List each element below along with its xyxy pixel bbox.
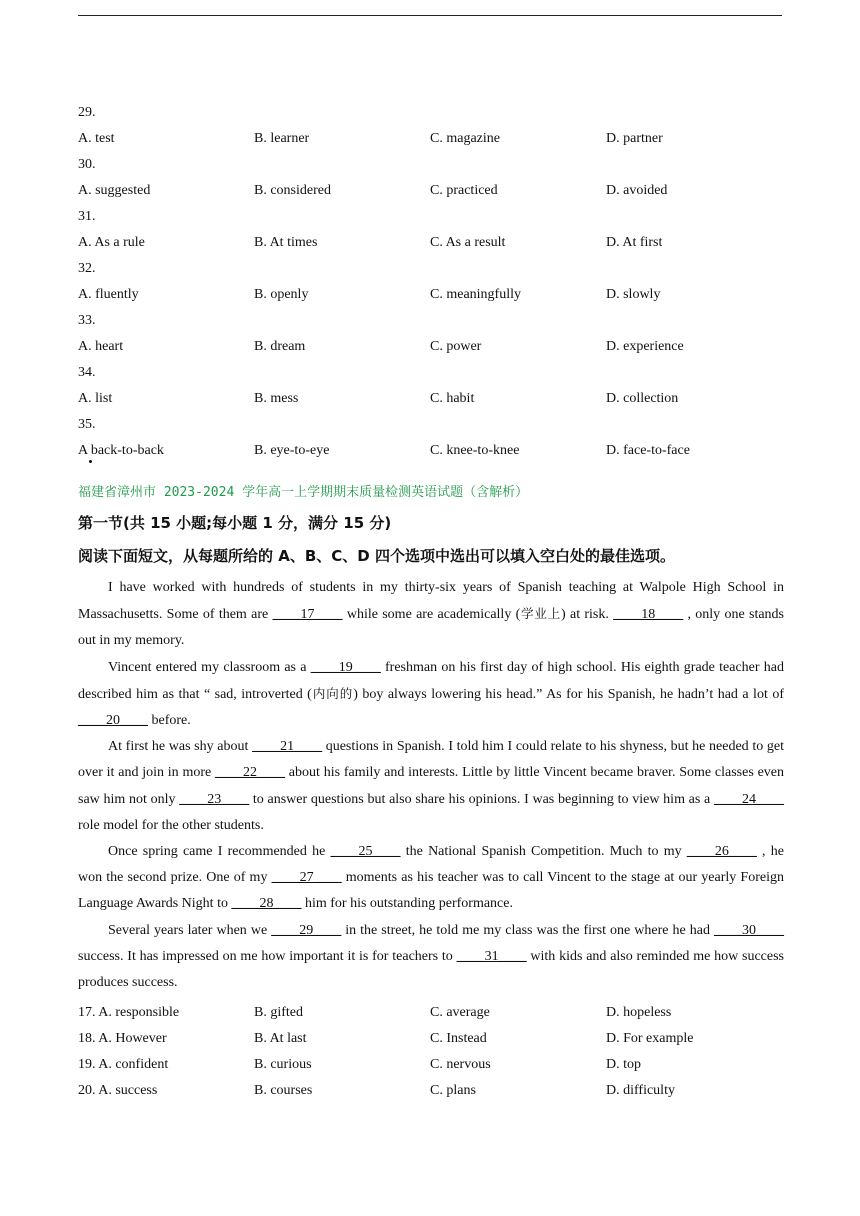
- option-d: D. partner: [606, 131, 663, 146]
- passage-text: with kids and also reminded me how success produces success.: [78, 948, 784, 991]
- option-b: B. eye-to-eye: [254, 443, 330, 458]
- passage-text: , only one stands out in my memory.: [78, 607, 784, 649]
- passage-text: Vincent entered my classroom as a: [108, 659, 311, 675]
- option-a: A. As a rule: [78, 235, 145, 250]
- blank-26: ____26____: [686, 844, 757, 860]
- blank-18: ____18____: [613, 607, 684, 623]
- passage-text: ) at risk.: [561, 607, 614, 623]
- section-heading: 第一节(共 15 小题;每小题 1 分，满分 15 分): [78, 514, 392, 532]
- passage-text: about his family and interests. Little by little Vincent became braver. Some classes even saw him not only: [78, 765, 784, 807]
- passage-text: success. It has impressed on me how important it is for teachers to: [78, 948, 457, 964]
- option-row: [78, 1000, 784, 1026]
- passage-text: I have worked with hundreds of students in my thirty-six years of Spanish teaching at Walpole High School in Massachusetts. Some of them are: [78, 580, 784, 623]
- option-a: 20. A. success: [78, 1083, 158, 1098]
- option-a: A. fluently: [78, 287, 139, 302]
- option-b: B. considered: [254, 183, 331, 198]
- blank-29: ____29____: [271, 922, 342, 938]
- option-c: C. average: [430, 1005, 490, 1020]
- option-b: B. learner: [254, 131, 310, 146]
- paragraph: [78, 575, 784, 655]
- option-a: 18. A. However: [78, 1031, 167, 1046]
- passage-text: Several years later when we: [108, 922, 272, 938]
- blank-20: ____20____: [78, 713, 148, 729]
- passage-text: , he won the second prize. One of my: [78, 844, 784, 886]
- questions-top-block: [78, 100, 784, 464]
- option-a: A. test: [78, 131, 115, 146]
- question-number: 31.: [78, 209, 96, 224]
- option-c: C. plans: [430, 1083, 476, 1098]
- instruction-heading: 阅读下面短文，从每题所给的 A、B、C、D 四个选项中选出可以填入空白处的最佳选项。: [78, 547, 675, 565]
- passage-text: questions in Spanish. I told him I could relate to his shyness, but he needed to get over it and join in more: [78, 739, 784, 781]
- blank-25: ____25____: [330, 844, 401, 860]
- option-d: D. For example: [606, 1031, 694, 1046]
- passage-text: before.: [148, 713, 191, 729]
- option-c: C. knee-to-knee: [430, 443, 520, 458]
- option-c: C. nervous: [430, 1057, 491, 1072]
- question-number: 34.: [78, 365, 96, 380]
- option-row: [78, 1026, 784, 1052]
- option-row: [78, 230, 784, 256]
- blank-24: ____24____: [713, 791, 784, 807]
- option-b: B. At times: [254, 235, 318, 250]
- passage-text: role model for the other students.: [78, 817, 264, 833]
- question-number: 30.: [78, 157, 96, 172]
- gloss: 内向的: [311, 685, 354, 701]
- option-b: B. courses: [254, 1083, 313, 1098]
- paragraph: [78, 918, 784, 997]
- paragraph: [78, 734, 784, 839]
- passage-text: to answer questions but also share his opinions. I was beginning to view him as a: [249, 791, 714, 807]
- option-c: C. meaningfully: [430, 287, 521, 302]
- option-row: [78, 126, 784, 152]
- option-d: D. collection: [606, 391, 679, 406]
- question-number: 32.: [78, 261, 96, 276]
- option-d: D. hopeless: [606, 1005, 672, 1020]
- option-d: D. slowly: [606, 287, 661, 302]
- passage-text: moments as his teacher was to call Vincent to the stage at our yearly Foreign Language Awards Night to: [78, 870, 784, 912]
- passage-text: while some are academically (: [342, 607, 521, 623]
- blank-22: ____22____: [215, 765, 286, 781]
- blank-31: ____31____: [456, 948, 527, 964]
- option-row: [78, 386, 784, 412]
- option-b: B. mess: [254, 391, 299, 406]
- option-a: 19. A. confident: [78, 1057, 169, 1072]
- blank-30: ____30____: [714, 922, 784, 938]
- option-d: D. difficulty: [606, 1083, 675, 1098]
- passage-text: in the street, he told me my class was the first one where he had: [341, 922, 714, 938]
- option-b: B. openly: [254, 287, 309, 302]
- option-a: A. heart: [78, 339, 124, 354]
- option-row: [78, 282, 784, 308]
- blank-21: ____21____: [252, 739, 323, 755]
- option-c: C. power: [430, 339, 482, 354]
- option-row: [78, 178, 784, 204]
- option-row: [78, 1078, 784, 1104]
- option-d: D. avoided: [606, 183, 668, 198]
- passage-text: At first he was shy about: [108, 739, 253, 755]
- passage-text: the National Spanish Competition. Much to my: [400, 844, 687, 860]
- option-b: B. dream: [254, 339, 306, 354]
- option-b: B. curious: [254, 1057, 312, 1072]
- paragraph: [78, 839, 784, 918]
- option-a: A. suggested: [78, 183, 151, 198]
- cloze-passage: [78, 575, 784, 996]
- option-d: D. experience: [606, 339, 684, 354]
- option-a: A back-to-back: [78, 443, 164, 458]
- option-d: D. face-to-face: [606, 443, 690, 458]
- blank-27: ____27____: [271, 870, 342, 886]
- passage-text: Once spring came I recommended he: [108, 844, 331, 860]
- option-d: D. top: [606, 1057, 641, 1072]
- option-c: C. practiced: [430, 183, 498, 198]
- option-c: C. magazine: [430, 131, 500, 146]
- option-a: A. list: [78, 391, 113, 406]
- option-c: C. Instead: [430, 1031, 487, 1046]
- option-a: 17. A. responsible: [78, 1005, 180, 1020]
- option-b: B. gifted: [254, 1005, 303, 1020]
- blank-19: ____19____: [310, 659, 381, 675]
- gloss: 学业上: [520, 606, 562, 622]
- option-c: C. As a result: [430, 235, 506, 250]
- header-rule: [78, 15, 782, 16]
- blank-17: ____17____: [272, 607, 343, 623]
- stray-dot-mark: [89, 460, 92, 463]
- passage-text: ) boy always lowering his head.” As for his Spanish, he hadn’t had a lot of: [353, 686, 784, 702]
- passage-text: freshman on his first day of high school. His eighth grade teacher had described him as that “ sad, introverted (: [78, 659, 784, 702]
- question-number: 33.: [78, 313, 96, 328]
- source-title: 福建省漳州市 2023-2024 学年高一上学期期末质量检测英语试题（含解析）: [78, 485, 529, 500]
- question-number: 35.: [78, 417, 96, 432]
- option-c: C. habit: [430, 391, 475, 406]
- option-row: [78, 438, 784, 464]
- option-row: [78, 334, 784, 360]
- blank-28: ____28____: [231, 896, 302, 912]
- option-b: B. At last: [254, 1031, 307, 1046]
- question-number: 29.: [78, 105, 96, 120]
- paragraph: [78, 655, 784, 735]
- option-row: [78, 1052, 784, 1078]
- option-d: D. At first: [606, 235, 663, 250]
- blank-23: ____23____: [179, 791, 250, 807]
- options-bottom-block: [78, 1000, 784, 1104]
- passage-text: him for his outstanding performance.: [301, 896, 513, 912]
